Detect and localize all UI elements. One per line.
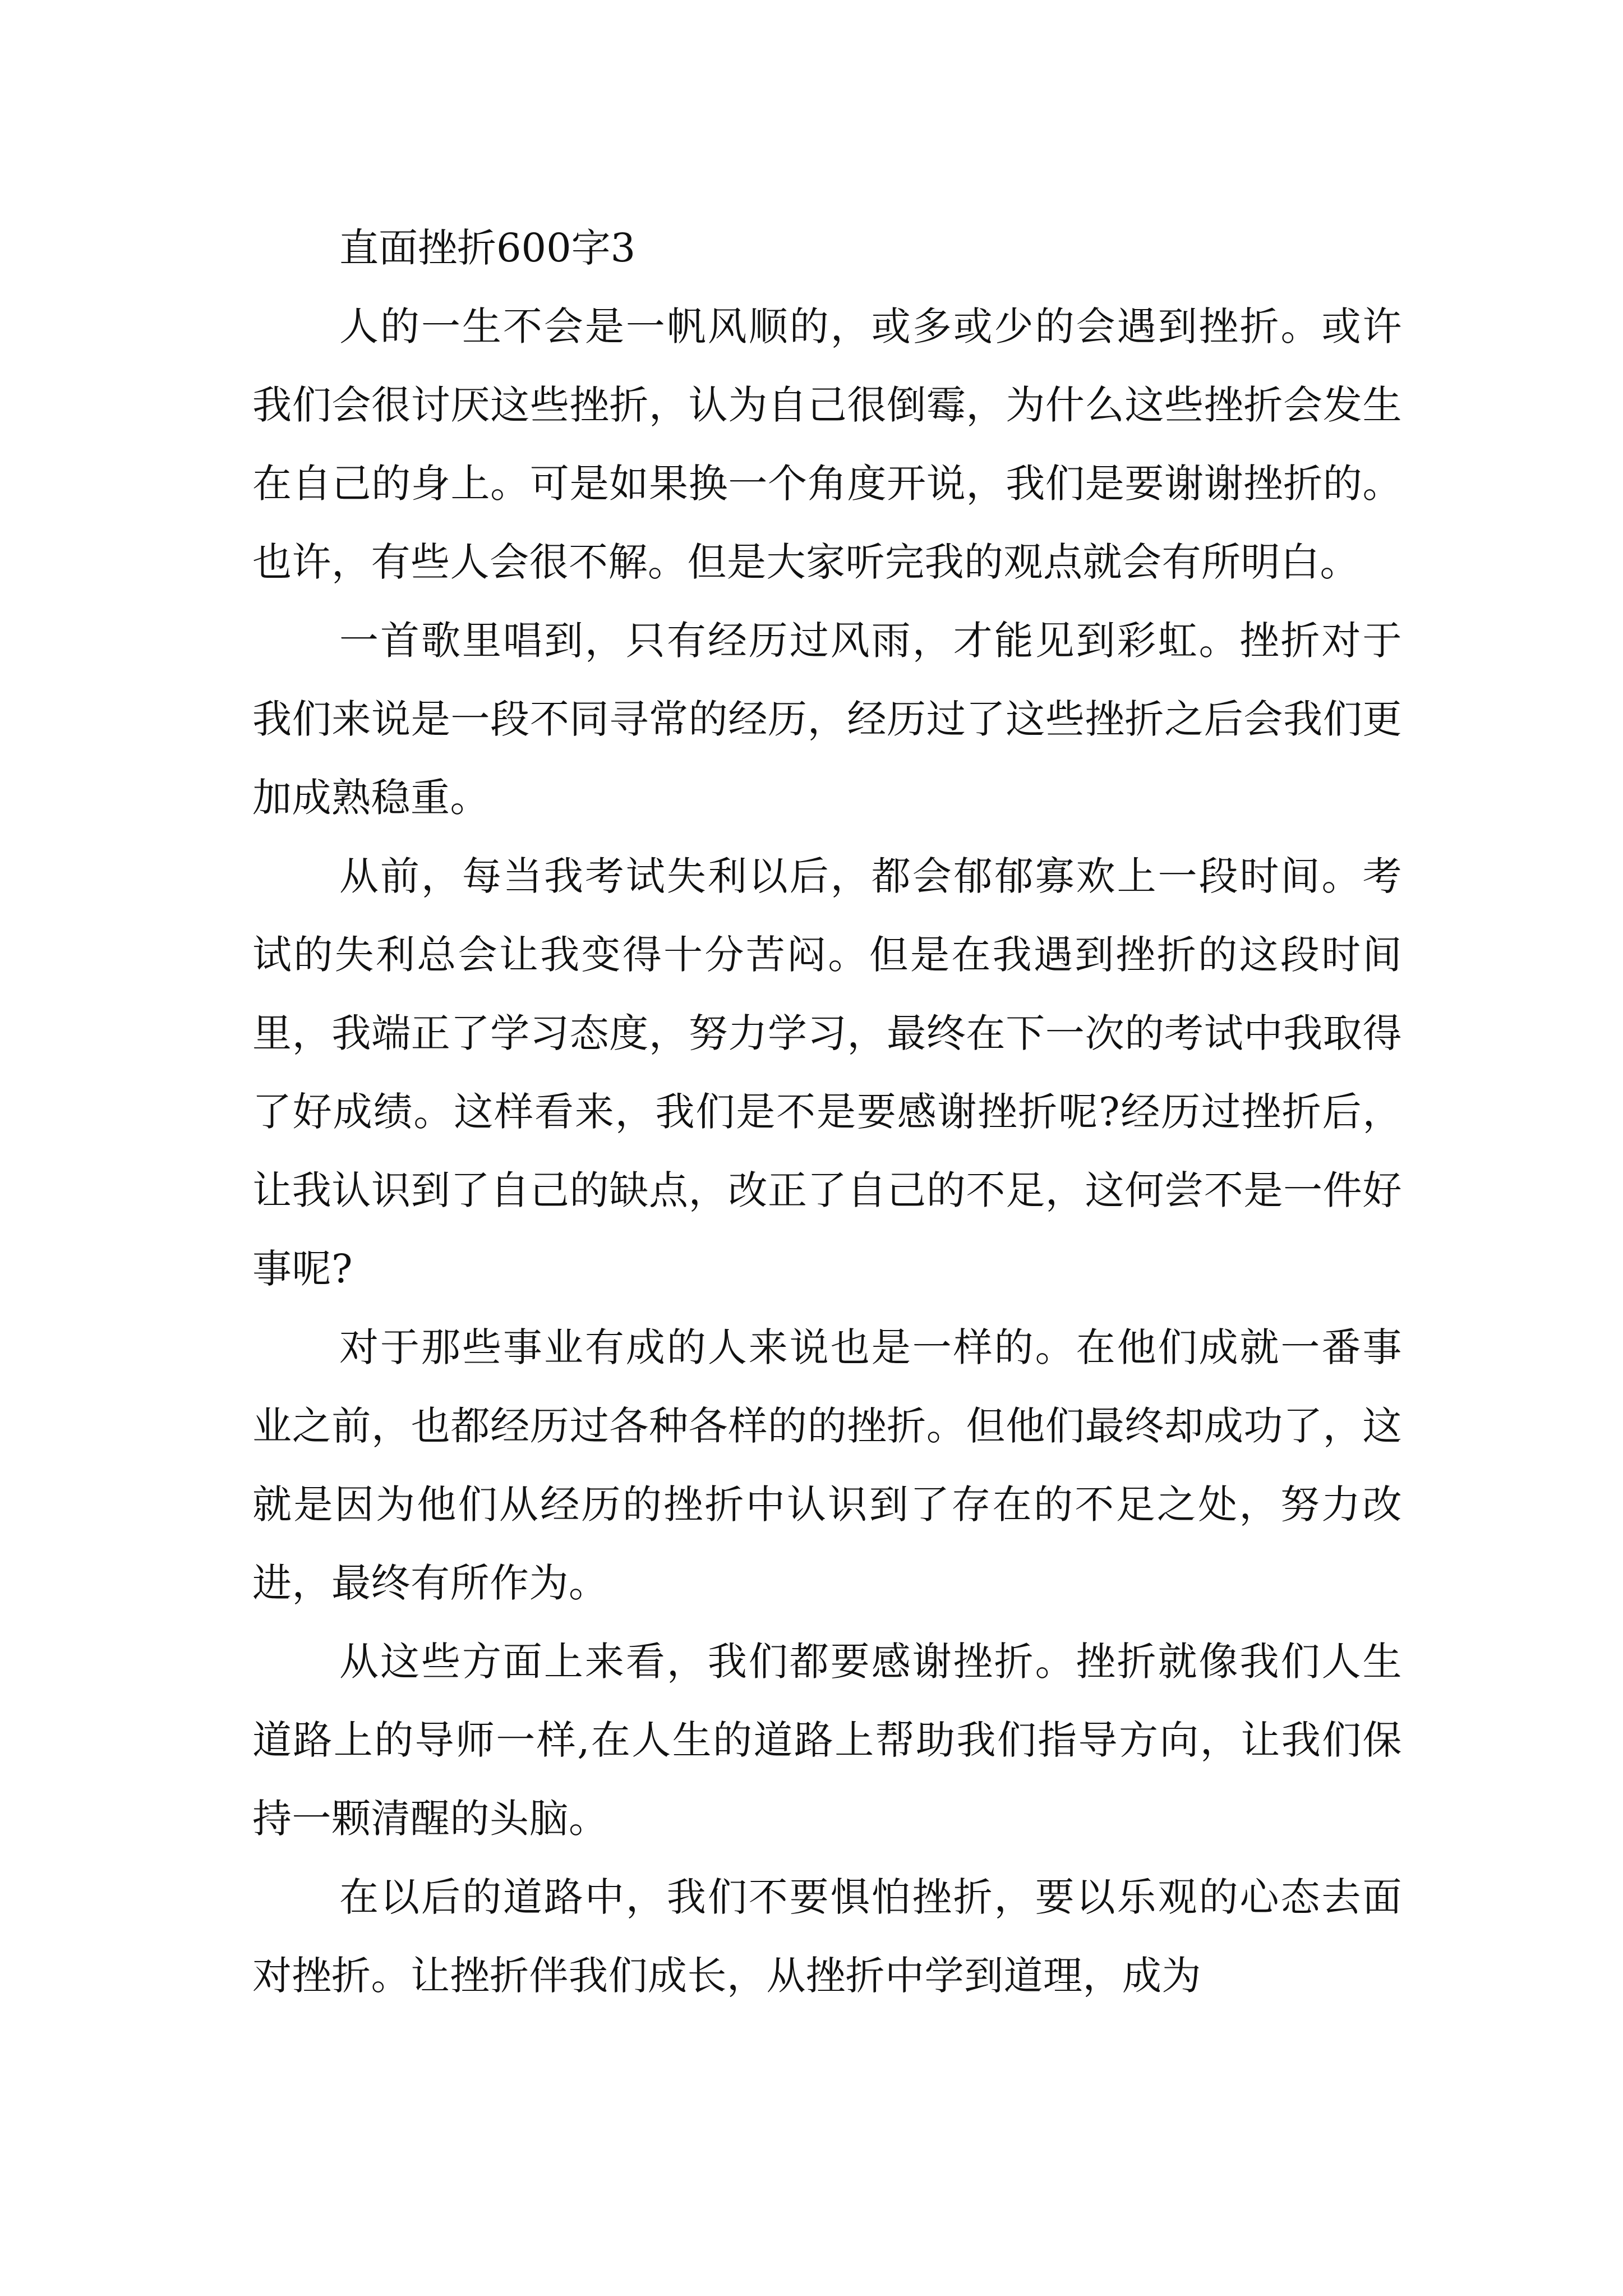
document-body — [252, 209, 1402, 2015]
paragraph-3: 从前，每当我考试失利以后，都会郁郁寡欢上一段时间。考试的失利总会让我变得十分苦闷。但是在我遇到挫折的这段时间里，我端正了学习态度，努力学习，最终在下一次的考试中我取得了好成绩。这样看来，我们是不是要感谢挫折呢?经历过挫折后，让我认识到了自己的缺点，改正了自己的不足，这何尝不是一件好事呢? — [252, 853, 1402, 1292]
document-title: 直面挫折600字3 — [339, 225, 636, 271]
paragraph-6: 在以后的道路中，我们不要惧怕挫折，要以乐观的心态去面对挫折。让挫折伴我们成长，从挫折中学到道理，成为 — [252, 1874, 1402, 1999]
paragraph-5: 从这些方面上来看，我们都要感谢挫折。挫折就像我们人生道路上的导师一样,在人生的道路上帮助我们指导方向，让我们保持一颗清醒的头脑。 — [252, 1639, 1402, 1842]
paragraph-4: 对于那些事业有成的人来说也是一样的。在他们成就一番事业之前，也都经历过各种各样的的挫折。但他们最终却成功了，这就是因为他们从经历的挫折中认识到了存在的不足之处，努力改进，最终有所作为。 — [252, 1324, 1402, 1606]
paragraph-2: 一首歌里唱到，只有经历过风雨，才能见到彩虹。挫折对于我们来说是一段不同寻常的经历，经历过了这些挫折之后会我们更加成熟稳重。 — [252, 618, 1402, 821]
paragraph-1: 人的一生不会是一帆风顺的，或多或少的会遇到挫折。或许我们会很讨厌这些挫折，认为自己很倒霉，为什么这些挫折会发生在自己的身上。可是如果换一个角度开说，我们是要谢谢挫折的。也许，有些人会很不解。但是大家听完我的观点就会有所明白。 — [252, 303, 1402, 585]
